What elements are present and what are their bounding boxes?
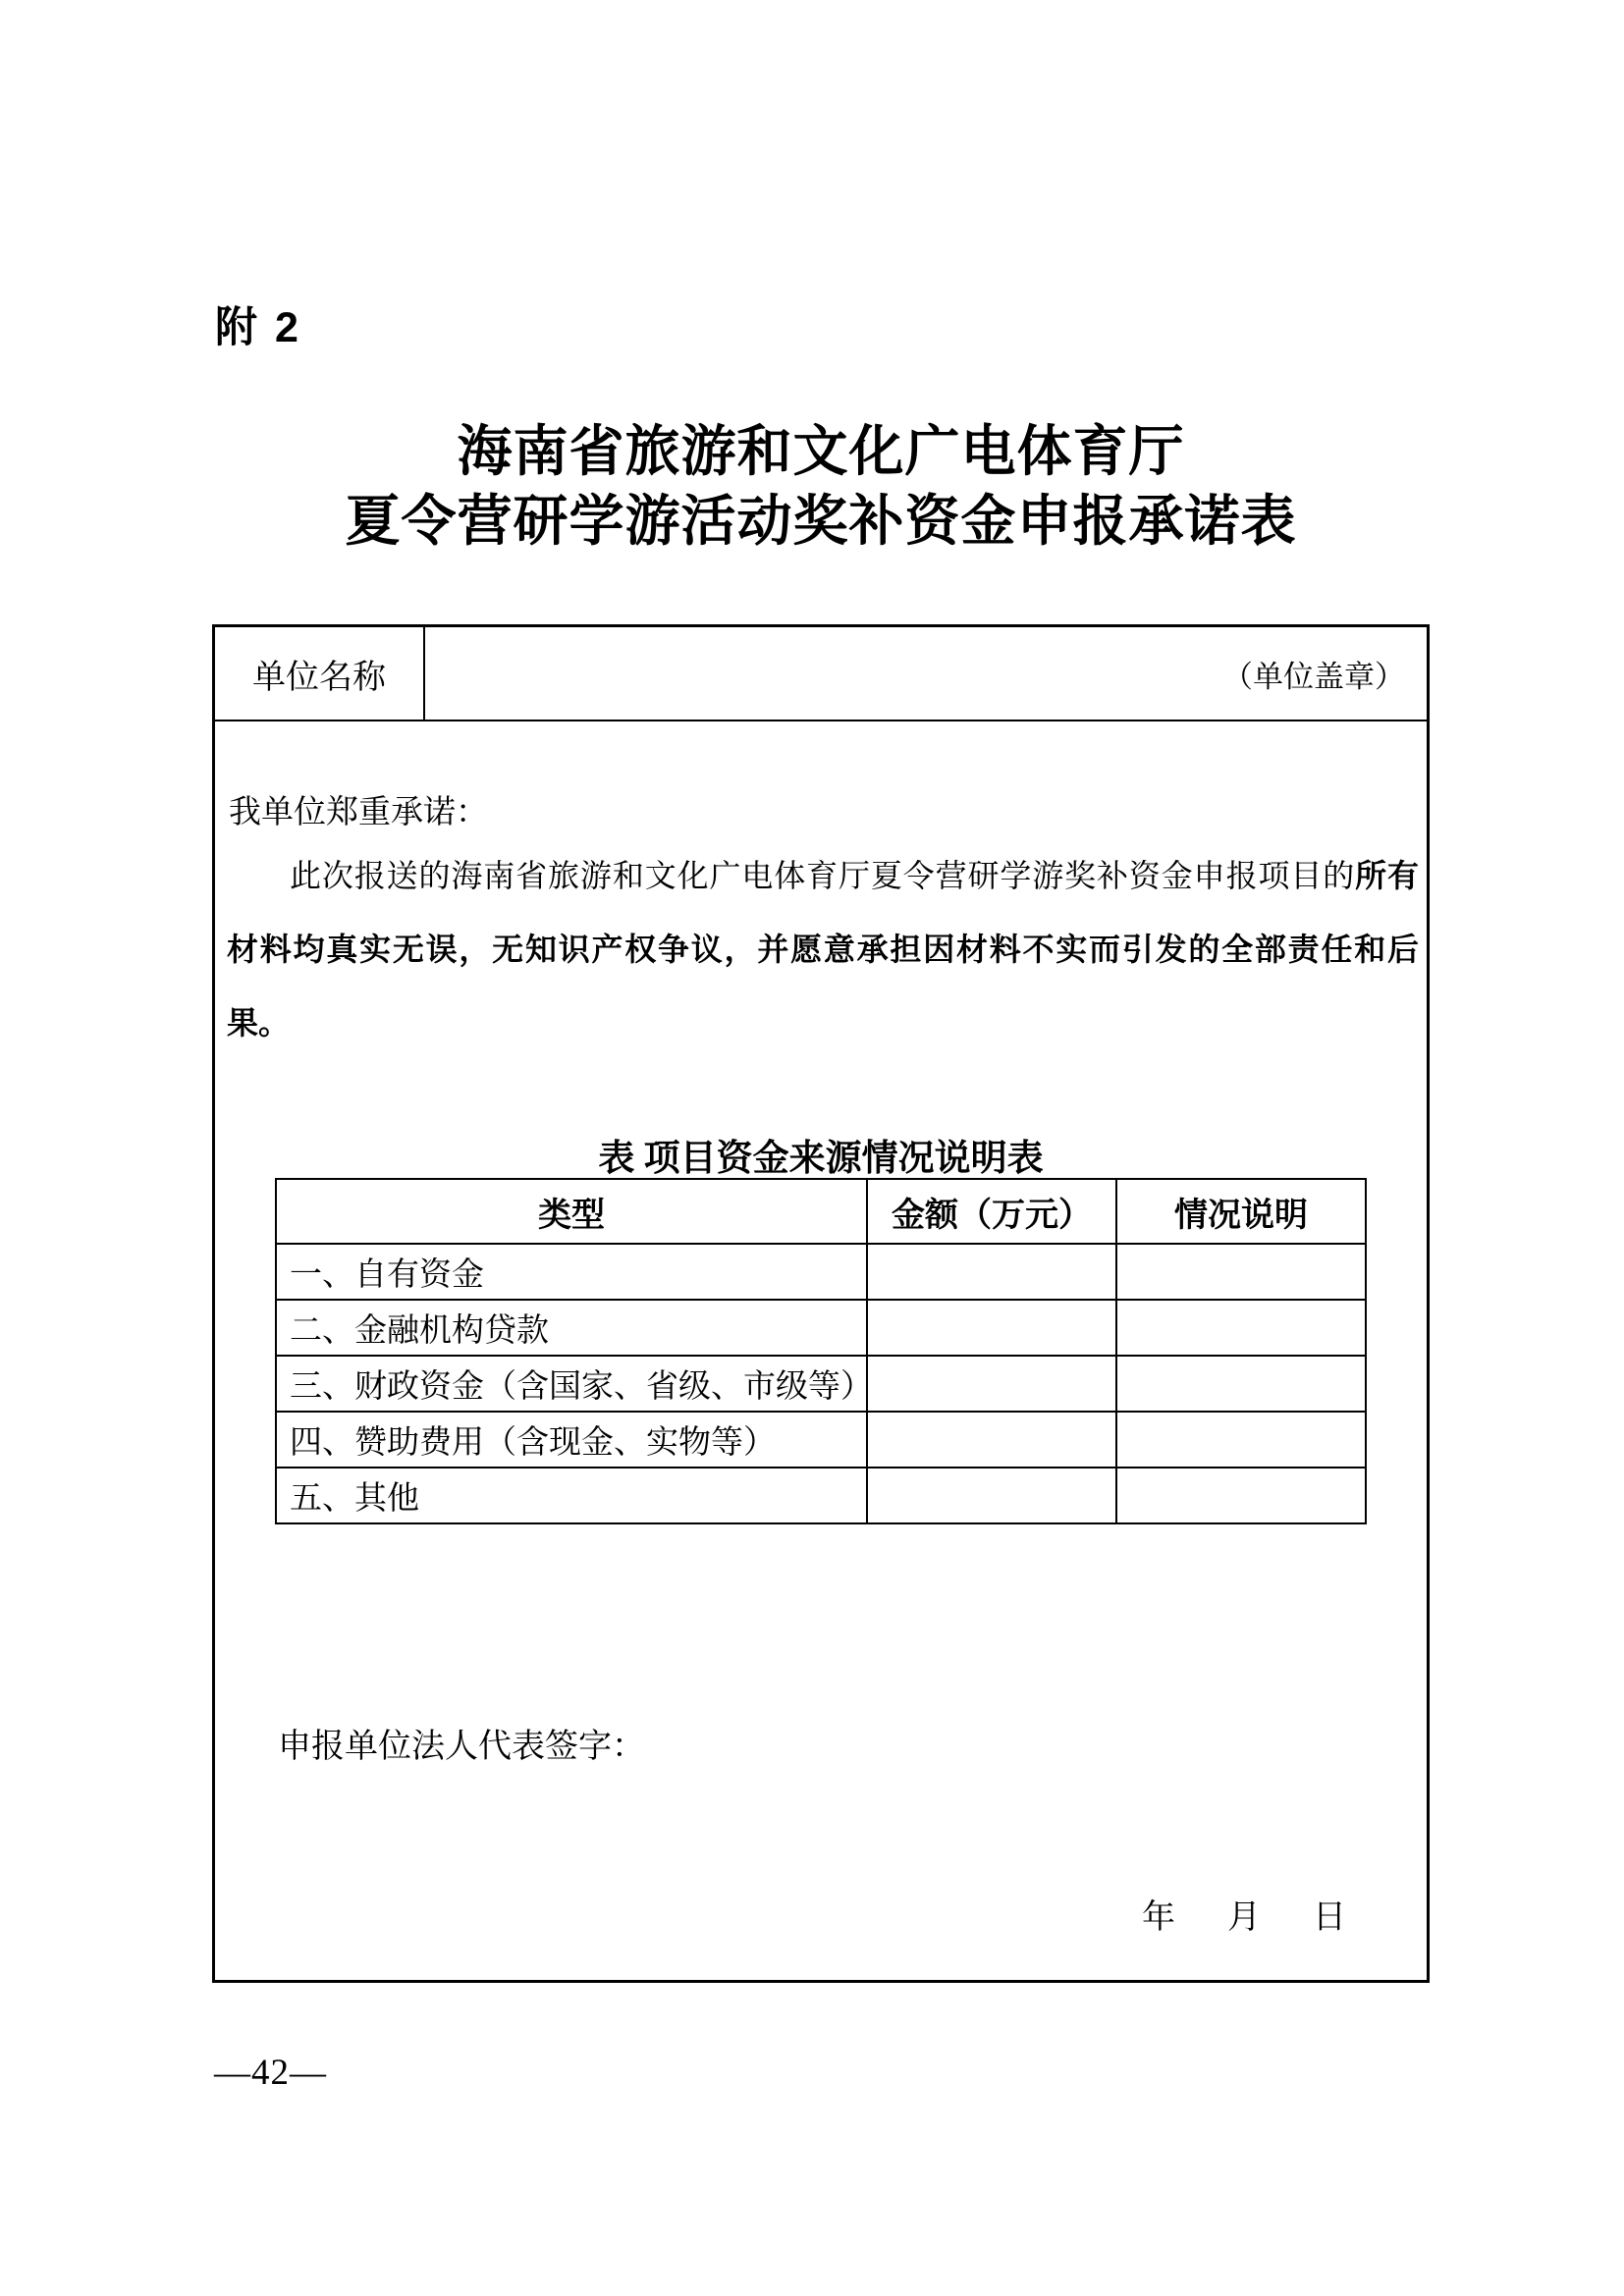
row-amount-cell	[867, 1356, 1116, 1412]
row-amount-cell	[867, 1468, 1116, 1523]
row-amount-cell	[867, 1300, 1116, 1356]
row-note-cell	[1116, 1244, 1366, 1300]
table-row	[276, 1300, 1366, 1356]
document-title	[212, 418, 1430, 558]
table-row	[276, 1356, 1366, 1412]
funding-source-table	[275, 1178, 1367, 1524]
table-row	[276, 1412, 1366, 1468]
column-header-note: 情况说明	[1116, 1179, 1366, 1244]
date-line	[1142, 1890, 1346, 1938]
unit-name-label: 单位名称	[215, 627, 425, 720]
row-type-fiscal-funds: 三、财政资金（含国家、省级、市级等）	[276, 1356, 867, 1412]
unit-name-value-cell	[425, 627, 1427, 720]
document-title-line-1: 海南省旅游和文化广电体育厅	[457, 422, 1185, 483]
commitment-text-bold: 所有材料均真实无误，无知识产权争议，并愿意承担因材料不实而引发的全部责任和后果。	[227, 858, 1419, 1041]
row-amount-cell	[867, 1244, 1116, 1300]
signature-label: 申报单位法人代表签字：	[278, 1729, 645, 1765]
row-type-bank-loans: 二、金融机构贷款	[276, 1300, 867, 1356]
document-title-line-2: 夏令营研学游活动奖补资金申报承诺表	[345, 492, 1297, 553]
row-type-own-funds: 一、自有资金	[276, 1244, 867, 1300]
row-note-cell	[1116, 1356, 1366, 1412]
table-row	[276, 1468, 1366, 1523]
attachment-label: 附 2	[215, 304, 301, 351]
row-note-cell	[1116, 1300, 1366, 1356]
row-type-other: 五、其他	[276, 1468, 867, 1523]
unit-seal-label: （单位盖章）	[1222, 659, 1405, 694]
funding-table-title: 表 项目资金来源情况说明表	[598, 1139, 1044, 1179]
row-type-sponsorship: 四、赞助费用（含现金、实物等）	[276, 1412, 867, 1468]
row-note-cell	[1116, 1412, 1366, 1468]
row-note-cell	[1116, 1468, 1366, 1523]
commitment-form-box	[212, 624, 1430, 1983]
date-year-label: 年	[1142, 1899, 1175, 1936]
date-day-label: 日	[1313, 1899, 1346, 1936]
commitment-body	[227, 839, 1419, 1060]
commitment-text-normal: 此次报送的海南省旅游和文化广电体育厅夏令营研学游奖补资金申报项目的	[290, 858, 1356, 893]
commitment-intro: 我单位郑重承诺：	[229, 795, 488, 830]
table-row	[276, 1244, 1366, 1300]
date-month-label: 月	[1227, 1899, 1261, 1936]
column-header-type: 类型	[276, 1179, 867, 1244]
unit-name-row	[215, 627, 1427, 721]
table-header-row	[276, 1179, 1366, 1244]
row-amount-cell	[867, 1412, 1116, 1468]
column-header-amount: 金额（万元）	[867, 1179, 1116, 1244]
page-number: —42—	[214, 2053, 327, 2093]
